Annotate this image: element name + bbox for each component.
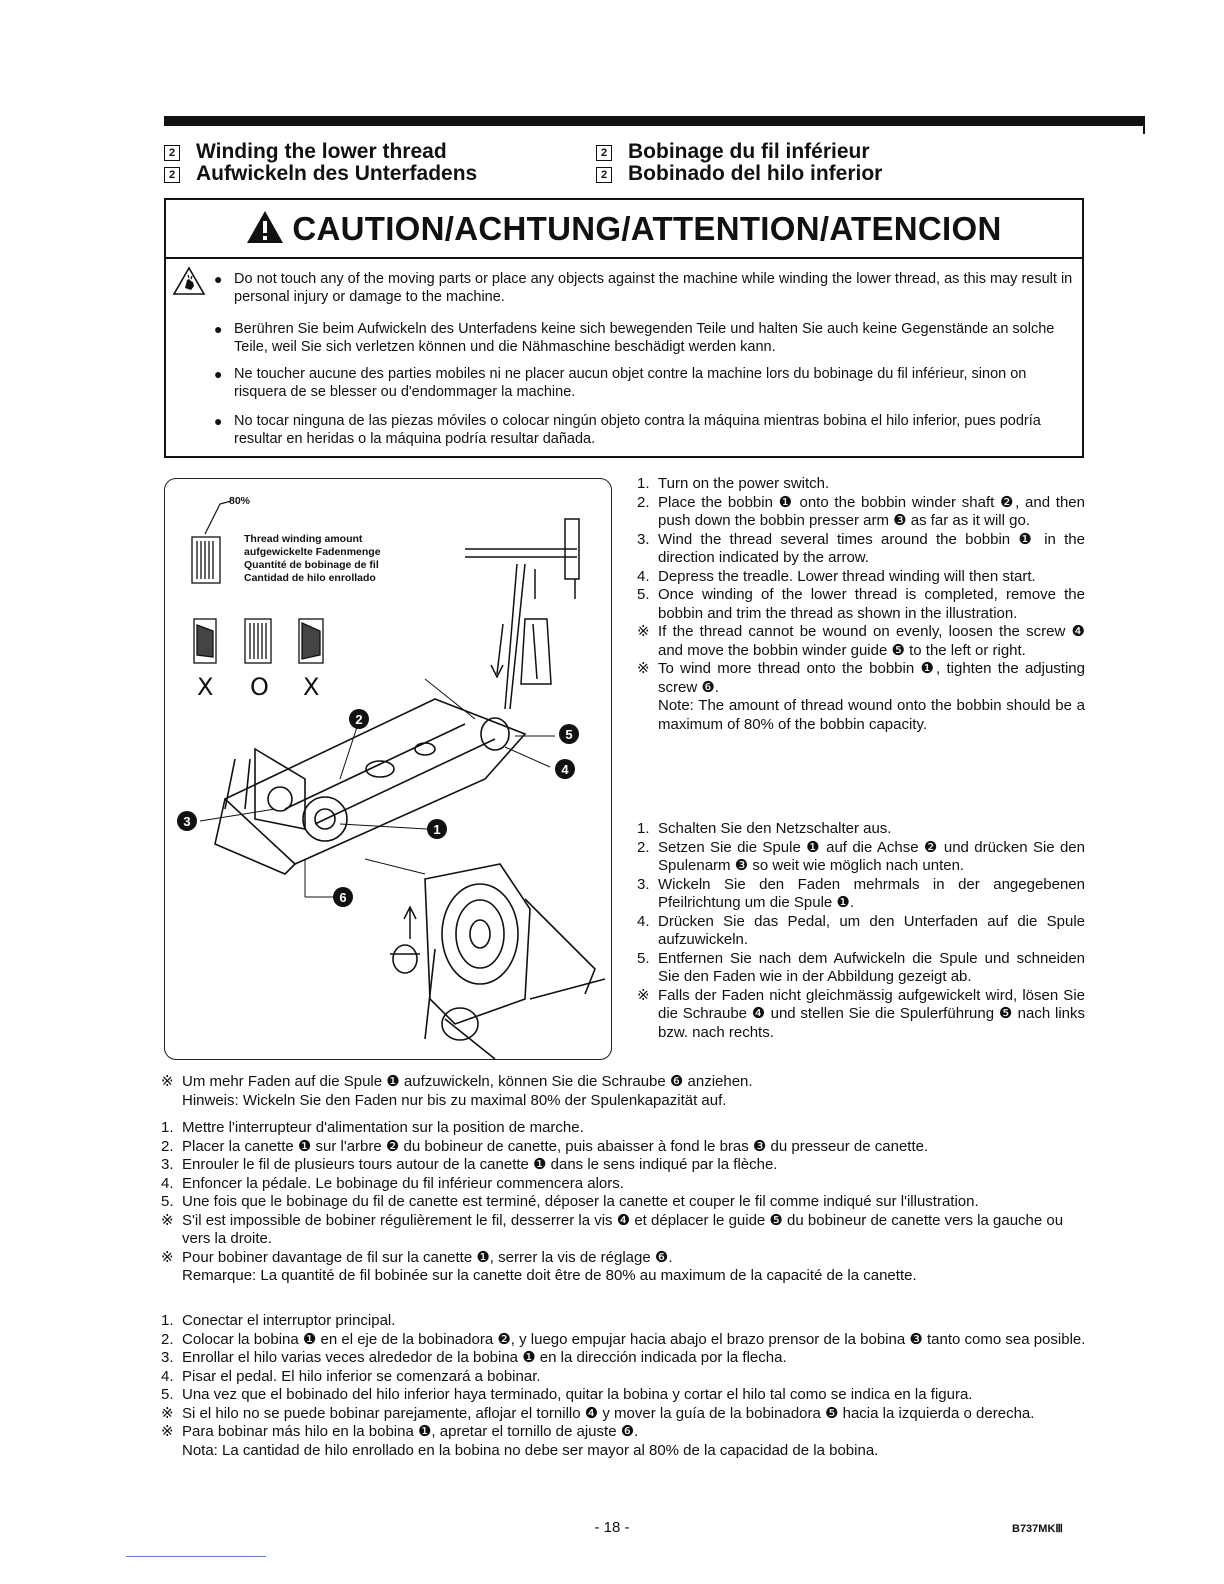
list-item: 2. Placer la canette ❶ sur l'arbre ❷ du bobineur de canette, puis abaisser à fond le bras ❸ du presseur de canette.: [161, 1137, 929, 1155]
list-note: Nota: La cantidad de hilo enrollado en la bobina no debe ser mayor al 80% de la capacidad de la bobina.: [182, 1441, 879, 1459]
section-number-box: 2: [164, 167, 180, 183]
list-item: 1. Mettre l'interrupteur d'alimentation sur la position de marche.: [161, 1119, 584, 1136]
figure-amount-label: Thread winding amount: [244, 533, 363, 545]
list-note: Hinweis: Wickeln Sie den Faden nur bis zu maximal 80% der Spulenkapazität auf.: [182, 1091, 727, 1109]
list-item: 5. Entfernen Sie nach dem Aufwickeln die Spule und schneiden Sie den Faden wie in der Abbildung gezeigt ab.: [637, 949, 1085, 985]
heading-en: [164, 141, 447, 163]
list-item: 1. Schalten Sie den Netzschalter aus.: [637, 820, 892, 837]
en-instructions: [637, 475, 1085, 734]
heading-de-text: Aufwickeln des Unterfadens: [196, 162, 478, 185]
list-item: 2. Setzen Sie die Spule ❶ auf die Achse ❷ und drücken Sie den Spulenarm ❸ so weit wie möglich nach unten.: [637, 838, 1085, 874]
figure-amount-label: Quantité de bobinage de fil: [244, 559, 379, 571]
caution-box: [164, 198, 1084, 458]
es-instructions: [161, 1312, 1086, 1460]
list-item: ※ If the thread cannot be wound on evenly, loosen the screw ❹ and move the bobbin winder guide ❺ to the left or right.: [637, 623, 1085, 659]
section-number-box: 2: [596, 167, 612, 183]
list-item: ※ Si el hilo no se puede bobinar parejamente, aflojar el tornillo ❹ y mover la guía de la bobinadora ❺ hacia la izquierda o derecha.: [161, 1404, 1035, 1422]
caution-title: CAUTION/ACHTUNG/ATTENTION/ATENCION: [292, 210, 1002, 247]
heading-en-text: Winding the lower thread: [196, 140, 447, 163]
hand-caution-icon: [172, 266, 206, 301]
caution-item: ● No tocar ninguna de las piezas móviles o colocar ningún objeto contra la máquina mientras bobina el hilo inferior, pues podría resultar en heridas o la máquina podría resultar dañada.: [214, 413, 1041, 447]
list-item: ※ Um mehr Faden auf die Spule ❶ aufzuwickeln, können Sie die Schraube ❻ anziehen.: [161, 1073, 753, 1090]
list-item: 4. Enfoncer la pédale. Le bobinage du fil inférieur commencera alors.: [161, 1174, 624, 1192]
bobbin-winder-figure: [164, 478, 612, 1060]
svg-text:3: 3: [183, 814, 191, 829]
top-rule-tick: [1143, 116, 1145, 134]
list-item: 4. Pisar el pedal. El hilo inferior se comenzará a bobinar.: [161, 1367, 541, 1385]
de-instructions-wide: [161, 1073, 1086, 1110]
caution-title-bar: [166, 200, 1082, 259]
list-item: 3. Wind the thread several times around the bobbin ❶ in the direction indicated by the arrow.: [637, 530, 1085, 566]
heading-es-text: Bobinado del hilo inferior: [628, 162, 883, 185]
list-item: ※ Pour bobiner davantage de fil sur la canette ❶, serrer la vis de réglage ❻.: [161, 1248, 673, 1266]
section-number-box: 2: [596, 145, 612, 161]
list-item: ※ Para bobinar más hilo en la bobina ❶, apretar el tornillo de ajuste ❻.: [161, 1423, 639, 1440]
mark-o: O: [250, 673, 269, 701]
caution-item: ● Ne toucher aucune des parties mobiles ni ne placer aucun objet contre la machine lors du bobinage du fil inférieur, sinon on risquera de se blesser ou d'endommager la machine.: [214, 366, 1027, 400]
list-item: 5. Once winding of the lower thread is completed, remove the bobbin and trim the thread as shown in the illustration.: [637, 586, 1085, 622]
list-item: 4. Depress the treadle. Lower thread winding will then start.: [637, 567, 1036, 585]
heading-fr-text: Bobinage du fil inférieur: [628, 140, 870, 163]
list-item: ※ Falls der Faden nicht gleichmässig aufgewickelt wird, lösen Sie die Schraube ❹ und stellen Sie die Spulerführung ❺ nach links bzw. nach rechts.: [637, 986, 1085, 1041]
footer-link-underline: [126, 1556, 266, 1557]
page-number: - 18 -: [594, 1519, 630, 1536]
figure-amount-label: aufgewickelte Fadenmenge: [244, 546, 381, 558]
svg-text:4: 4: [561, 762, 569, 777]
heading-de: [164, 163, 477, 185]
svg-text:2: 2: [355, 712, 363, 727]
list-note: Remarque: La quantité de fil bobinée sur la canette doit être de 80% au maximum de la capacité de la canette.: [182, 1267, 917, 1284]
warning-triangle-icon: [246, 204, 284, 261]
caution-item: ● Do not touch any of the moving parts or place any objects against the machine while winding the lower thread, as this may result in personal injury or damage to the machine.: [214, 271, 1073, 305]
list-item: 1. Conectar el interruptor principal.: [161, 1312, 396, 1329]
top-rule: [164, 116, 1144, 126]
document-code: B737MKⅢ: [1012, 1523, 1063, 1535]
list-item: ※ S'il est impossible de bobiner régulièrement le fil, desserrer la vis ❹ et déplacer le guide ❺ du bobineur de canette vers la gauche ou vers la droite.: [161, 1211, 1064, 1247]
list-item: 2. Place the bobbin ❶ onto the bobbin winder shaft ❷, and then push down the bobbin presser arm ❸ as far as it will go.: [637, 493, 1085, 529]
list-item: 3. Enrouler le fil de plusieurs tours autour de la canette ❶ dans le sens indiqué par la flèche.: [161, 1156, 778, 1173]
list-item: ※ To wind more thread onto the bobbin ❶, tighten the adjusting screw ❻.: [637, 660, 1085, 696]
heading-es: [596, 163, 882, 185]
list-item: 5. Une fois que le bobinage du fil de canette est terminé, déposer la canette et couper le fil comme indiqué sur l'illustration.: [161, 1193, 979, 1210]
figure-amount-label: Cantidad de hilo enrollado: [244, 572, 376, 584]
list-item: 3. Wickeln Sie den Faden mehrmals in der angegebenen Pfeilrichtung um die Spule ❶.: [637, 875, 1085, 911]
list-item: 3. Enrollar el hilo varias veces alrededor de la bobina ❶ en la dirección indicada por la flecha.: [161, 1349, 787, 1366]
list-item: 5. Una vez que el bobinado del hilo inferior haya terminado, quitar la bobina y cortar el hilo tal como se indica en la figura.: [161, 1386, 973, 1403]
svg-text:6: 6: [339, 890, 347, 905]
list-item: 4. Drücken Sie das Pedal, um den Unterfaden auf die Spule aufzuwickeln.: [637, 912, 1085, 948]
de-instructions: [637, 820, 1085, 1042]
section-number-box: 2: [164, 145, 180, 161]
list-item: 2. Colocar la bobina ❶ en el eje de la bobinadora ❷, y luego empujar hacia abajo el brazo prensor de la bobina ❸ tanto como sea posible.: [161, 1330, 1086, 1348]
fr-instructions: [161, 1119, 1086, 1286]
list-note: Note: The amount of thread wound onto the bobbin should be a maximum of 80% of the bobbin capacity.: [658, 697, 1085, 733]
svg-text:1: 1: [433, 822, 441, 837]
heading-fr: [596, 141, 870, 163]
list-item: 1. Turn on the power switch.: [637, 475, 830, 492]
bobbin-winder-illustration: [165, 479, 611, 1059]
svg-text:5: 5: [565, 727, 573, 742]
mark-x: X: [303, 673, 320, 701]
caution-item: ● Berühren Sie beim Aufwickeln des Unterfadens keine sich bewegenden Teile und halten Sie auch keine Gegenstände an solche Teile, weil Sie sich verletzen können und die Nähmaschine beschädigt werden kann.: [214, 321, 1055, 355]
figure-percent-label: 80%: [229, 495, 251, 507]
mark-x: X: [197, 673, 214, 701]
